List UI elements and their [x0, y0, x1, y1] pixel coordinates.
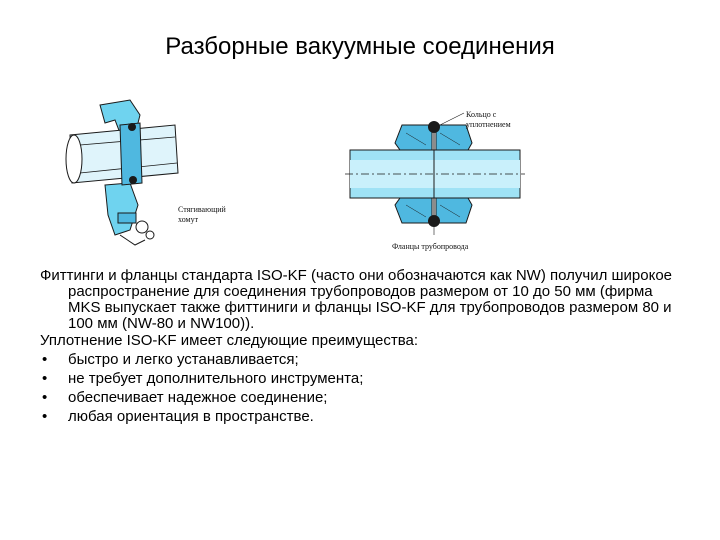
list-item-text: любая ориентация в пространстве. — [68, 408, 314, 425]
list-item-text: обеспечивает надежное соединение; — [68, 389, 328, 406]
slide-title: Разборные вакуумные соединения — [165, 33, 555, 60]
bullet-icon: • — [42, 389, 48, 406]
list-item-text: не требует дополнительного инструмента; — [68, 370, 364, 387]
pipe-flanges-label: Фланцы трубопровода — [392, 242, 469, 251]
clamp-label — [178, 205, 226, 225]
list-item — [40, 352, 680, 368]
flange-cross-section — [340, 105, 540, 255]
list-item — [40, 409, 680, 425]
list-item-text: быстро и легко устанавливается; — [68, 351, 299, 368]
seal-ring-label — [466, 110, 511, 130]
clamp-label-line2: хомут — [178, 215, 199, 224]
clamp-drawing — [60, 95, 260, 255]
clamp-label-line1: Стягивающий — [178, 205, 226, 214]
intro-paragraph: Фиттинги и фланцы стандарта ISO-KF (часто они обозначаются как NW) получил широкое распространение для соединения трубопроводов размером от 10 до 50 мм (фирма MKS выпускает также фиттиниги и фланцы ISO-KF для трубопроводов размером 80 и 100 мм (NW-80 и NW100)). — [40, 267, 673, 332]
seal-ring-label-line2: уплотнением — [466, 120, 511, 129]
bullet-icon: • — [42, 408, 48, 425]
body-text — [40, 268, 680, 425]
bullet-icon: • — [42, 351, 48, 368]
list-item — [40, 371, 680, 387]
advantages-list — [40, 352, 680, 425]
list-item — [40, 390, 680, 406]
seal-ring-label-line1: Кольцо с — [466, 110, 497, 119]
advantages-heading: Уплотнение ISO-KF имеет следующие преимущества: — [40, 332, 419, 349]
bullet-icon: • — [42, 370, 48, 387]
clamp-illustration — [60, 95, 260, 255]
